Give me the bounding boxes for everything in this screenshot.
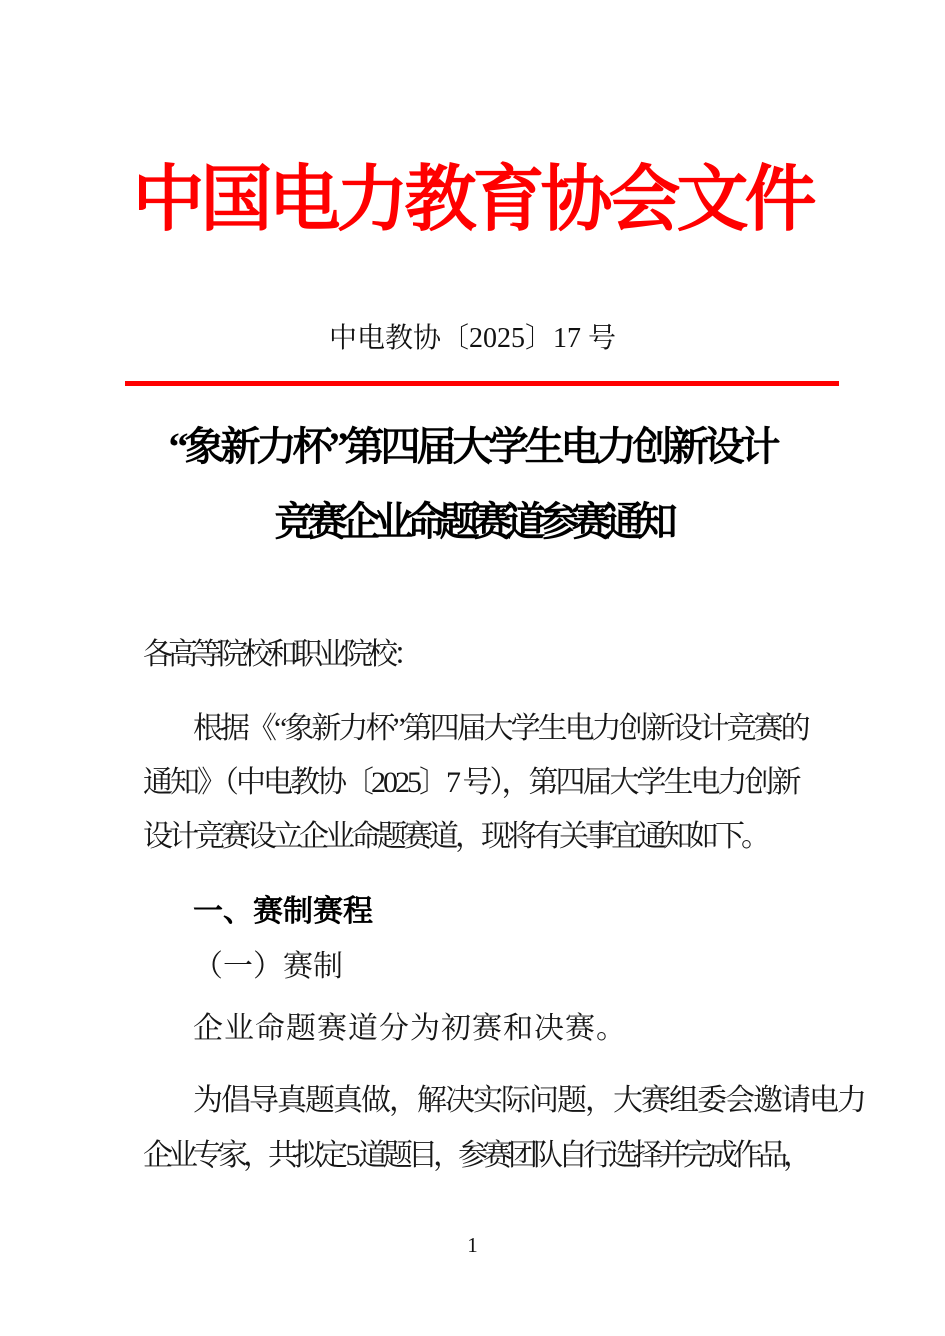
section-1-heading: 一、赛制赛程	[193, 895, 373, 928]
paragraph-1-line-1: 根据《“象新力杯”第四届大学生电力创新设计竞赛的	[193, 712, 808, 745]
page-number: 1	[467, 1233, 478, 1257]
section-1-paragraph-1: 企业命题赛道分为初赛和决赛。	[193, 1012, 627, 1045]
document-number: 中电教协〔2025〕17 号	[328, 323, 616, 354]
section-1-paragraph-2-line-2: 企业专家，共拟定 5 道题目，参赛团队自行选择并完成作品，	[143, 1139, 808, 1172]
red-divider-rule	[125, 381, 839, 386]
document-title-line-2: 竞赛企业命题赛道参赛通知	[274, 499, 671, 544]
paragraph-1-line-2: 通知》（中电教协〔2025〕7 号），第四届大学生电力创新	[143, 766, 799, 799]
document-title-line-1: “象新力杯”第四届大学生电力创新设计	[168, 424, 777, 469]
section-1-subheading: （一）赛制	[193, 950, 343, 983]
paragraph-1-line-3: 设计竞赛设立企业命题赛道，现将有关事宜通知如下。	[143, 820, 767, 853]
section-1-paragraph-2-line-1: 为倡导真题真做，解决实际问题，大赛组委会邀请电力	[193, 1084, 865, 1117]
salutation: 各高等院校和职业院校：	[143, 638, 418, 671]
letterhead-org-name: 中国电力教育协会文件	[132, 160, 813, 240]
